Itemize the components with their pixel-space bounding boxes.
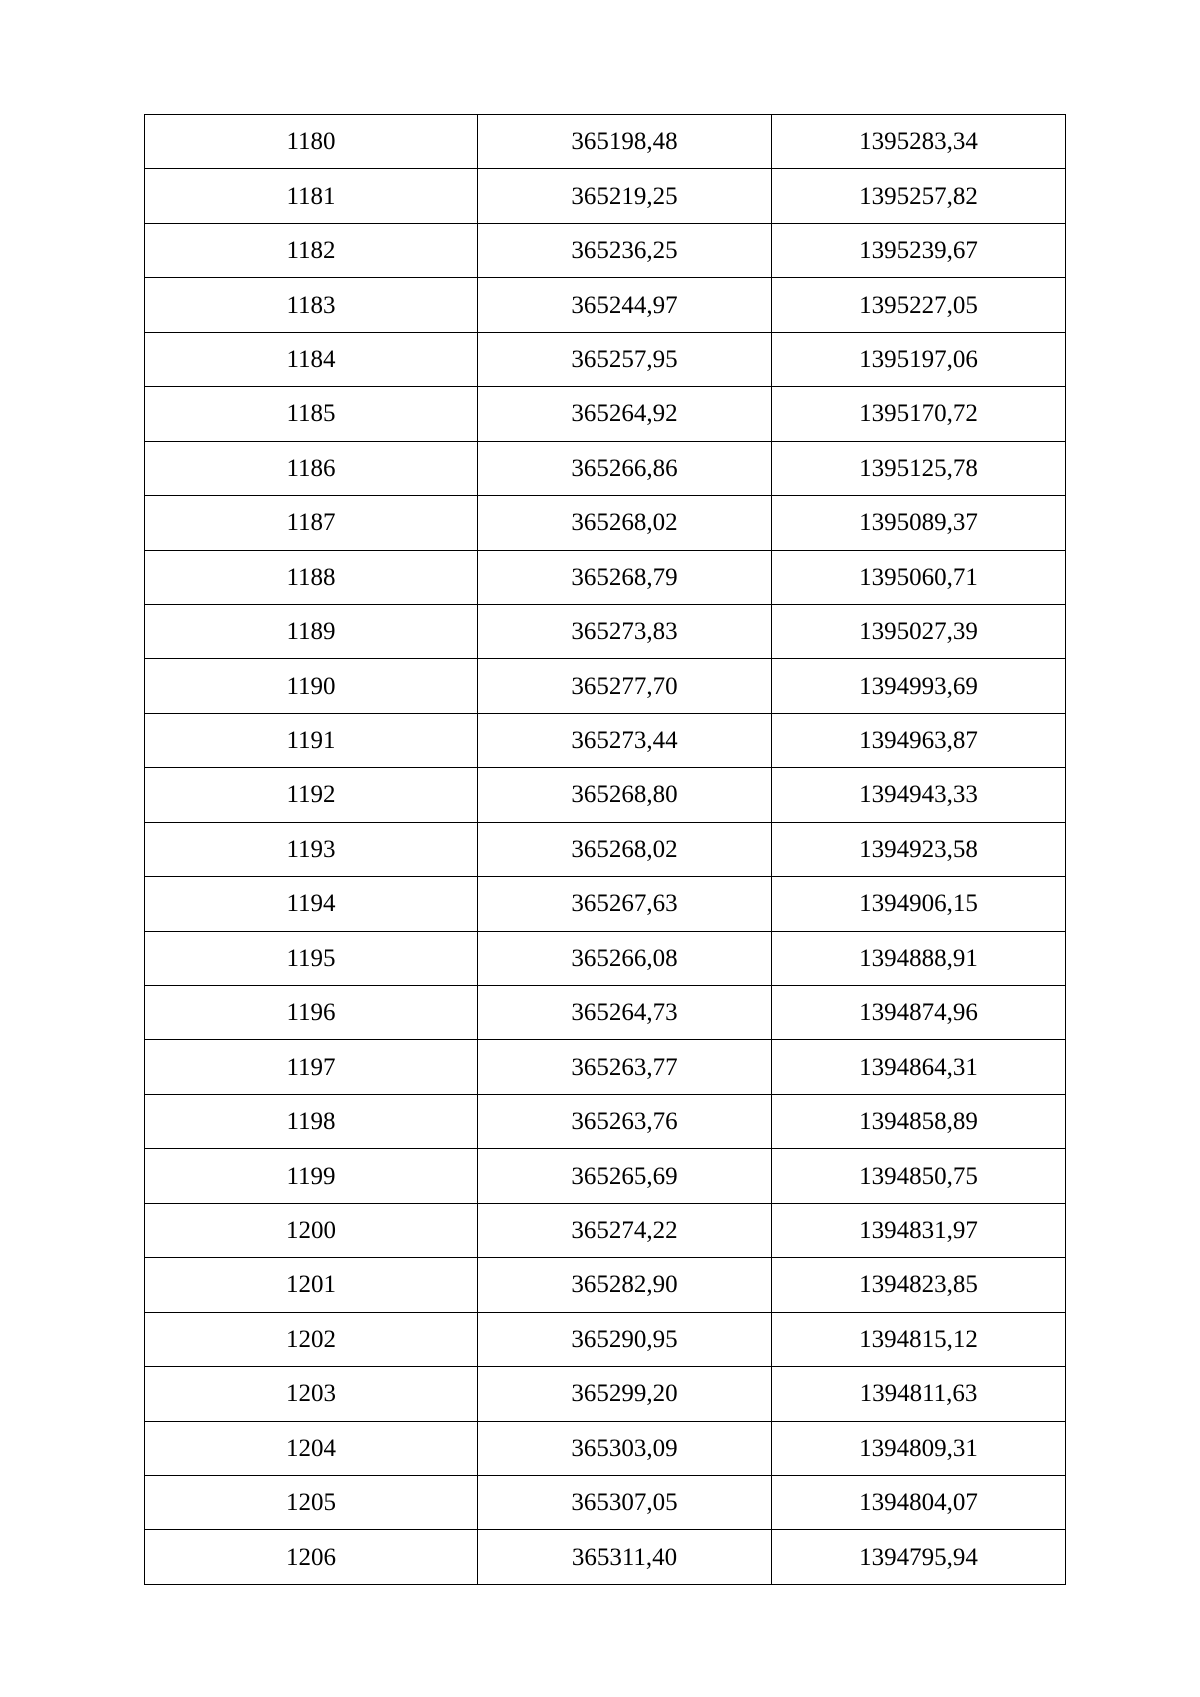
y-coordinate-cell: 1394993,69	[772, 659, 1066, 713]
x-coordinate-cell: 365266,08	[478, 931, 772, 985]
table-row	[145, 1040, 1066, 1094]
table-row	[145, 768, 1066, 822]
table-row	[145, 604, 1066, 658]
x-coordinate-cell: 365274,22	[478, 1203, 772, 1257]
table-row	[145, 278, 1066, 332]
x-coordinate-cell: 365290,95	[478, 1312, 772, 1366]
table-row	[145, 1367, 1066, 1421]
table-row	[145, 1475, 1066, 1529]
point-number-cell: 1197	[145, 1040, 478, 1094]
table-row	[145, 713, 1066, 767]
y-coordinate-cell: 1395197,06	[772, 332, 1066, 386]
y-coordinate-cell: 1394864,31	[772, 1040, 1066, 1094]
y-coordinate-cell: 1394804,07	[772, 1475, 1066, 1529]
y-coordinate-cell: 1395227,05	[772, 278, 1066, 332]
y-coordinate-cell: 1394874,96	[772, 986, 1066, 1040]
y-coordinate-cell: 1395027,39	[772, 604, 1066, 658]
y-coordinate-cell: 1395089,37	[772, 496, 1066, 550]
table-row	[145, 223, 1066, 277]
point-number-cell: 1204	[145, 1421, 478, 1475]
x-coordinate-cell: 365311,40	[478, 1530, 772, 1584]
point-number-cell: 1183	[145, 278, 478, 332]
point-number-cell: 1194	[145, 877, 478, 931]
x-coordinate-cell: 365263,77	[478, 1040, 772, 1094]
table-row	[145, 169, 1066, 223]
table-row	[145, 1421, 1066, 1475]
table-row	[145, 387, 1066, 441]
point-number-cell: 1203	[145, 1367, 478, 1421]
table-row	[145, 1258, 1066, 1312]
table-row	[145, 441, 1066, 495]
table-row	[145, 1149, 1066, 1203]
y-coordinate-cell: 1395239,67	[772, 223, 1066, 277]
y-coordinate-cell: 1394963,87	[772, 713, 1066, 767]
table-row	[145, 1203, 1066, 1257]
point-number-cell: 1191	[145, 713, 478, 767]
y-coordinate-cell: 1395283,34	[772, 115, 1066, 169]
x-coordinate-cell: 365264,73	[478, 986, 772, 1040]
x-coordinate-cell: 365307,05	[478, 1475, 772, 1529]
x-coordinate-cell: 365303,09	[478, 1421, 772, 1475]
point-number-cell: 1180	[145, 115, 478, 169]
x-coordinate-cell: 365265,69	[478, 1149, 772, 1203]
x-coordinate-cell: 365268,80	[478, 768, 772, 822]
x-coordinate-cell: 365266,86	[478, 441, 772, 495]
x-coordinate-cell: 365299,20	[478, 1367, 772, 1421]
y-coordinate-cell: 1394809,31	[772, 1421, 1066, 1475]
x-coordinate-cell: 365263,76	[478, 1094, 772, 1148]
table-row	[145, 332, 1066, 386]
y-coordinate-cell: 1395125,78	[772, 441, 1066, 495]
y-coordinate-cell: 1395257,82	[772, 169, 1066, 223]
point-number-cell: 1182	[145, 223, 478, 277]
x-coordinate-cell: 365198,48	[478, 115, 772, 169]
table-row	[145, 877, 1066, 931]
x-coordinate-cell: 365264,92	[478, 387, 772, 441]
y-coordinate-cell: 1395170,72	[772, 387, 1066, 441]
point-number-cell: 1185	[145, 387, 478, 441]
y-coordinate-cell: 1395060,71	[772, 550, 1066, 604]
x-coordinate-cell: 365268,02	[478, 822, 772, 876]
y-coordinate-cell: 1394850,75	[772, 1149, 1066, 1203]
point-number-cell: 1189	[145, 604, 478, 658]
point-number-cell: 1206	[145, 1530, 478, 1584]
y-coordinate-cell: 1394923,58	[772, 822, 1066, 876]
y-coordinate-cell: 1394888,91	[772, 931, 1066, 985]
point-number-cell: 1195	[145, 931, 478, 985]
x-coordinate-cell: 365268,79	[478, 550, 772, 604]
table-row	[145, 1094, 1066, 1148]
y-coordinate-cell: 1394823,85	[772, 1258, 1066, 1312]
point-number-cell: 1181	[145, 169, 478, 223]
point-number-cell: 1196	[145, 986, 478, 1040]
x-coordinate-cell: 365219,25	[478, 169, 772, 223]
point-number-cell: 1200	[145, 1203, 478, 1257]
x-coordinate-cell: 365268,02	[478, 496, 772, 550]
y-coordinate-cell: 1394943,33	[772, 768, 1066, 822]
x-coordinate-cell: 365267,63	[478, 877, 772, 931]
y-coordinate-cell: 1394795,94	[772, 1530, 1066, 1584]
y-coordinate-cell: 1394831,97	[772, 1203, 1066, 1257]
table-row	[145, 822, 1066, 876]
x-coordinate-cell: 365273,83	[478, 604, 772, 658]
y-coordinate-cell: 1394906,15	[772, 877, 1066, 931]
table-row	[145, 1312, 1066, 1366]
x-coordinate-cell: 365257,95	[478, 332, 772, 386]
coordinates-table	[144, 114, 1066, 1585]
point-number-cell: 1205	[145, 1475, 478, 1529]
point-number-cell: 1184	[145, 332, 478, 386]
point-number-cell: 1193	[145, 822, 478, 876]
table-row	[145, 659, 1066, 713]
point-number-cell: 1199	[145, 1149, 478, 1203]
y-coordinate-cell: 1394858,89	[772, 1094, 1066, 1148]
point-number-cell: 1201	[145, 1258, 478, 1312]
x-coordinate-cell: 365244,97	[478, 278, 772, 332]
table-row	[145, 550, 1066, 604]
table-row	[145, 986, 1066, 1040]
table-row	[145, 115, 1066, 169]
x-coordinate-cell: 365282,90	[478, 1258, 772, 1312]
point-number-cell: 1187	[145, 496, 478, 550]
point-number-cell: 1186	[145, 441, 478, 495]
table-row	[145, 931, 1066, 985]
x-coordinate-cell: 365273,44	[478, 713, 772, 767]
table-row	[145, 1530, 1066, 1584]
y-coordinate-cell: 1394815,12	[772, 1312, 1066, 1366]
point-number-cell: 1190	[145, 659, 478, 713]
x-coordinate-cell: 365236,25	[478, 223, 772, 277]
table-row	[145, 496, 1066, 550]
x-coordinate-cell: 365277,70	[478, 659, 772, 713]
coordinates-table-body	[145, 115, 1066, 1585]
point-number-cell: 1188	[145, 550, 478, 604]
point-number-cell: 1192	[145, 768, 478, 822]
point-number-cell: 1198	[145, 1094, 478, 1148]
y-coordinate-cell: 1394811,63	[772, 1367, 1066, 1421]
point-number-cell: 1202	[145, 1312, 478, 1366]
